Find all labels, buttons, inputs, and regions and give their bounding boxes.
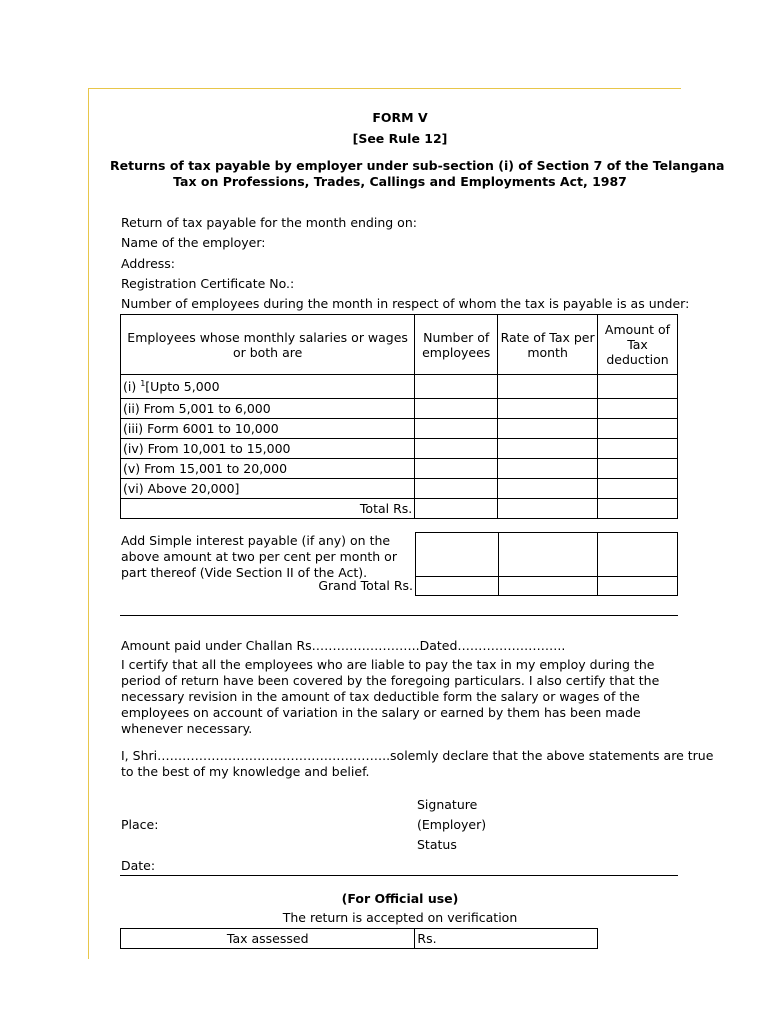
- grand-total-rate: [498, 577, 598, 596]
- table-row: [121, 399, 678, 419]
- row-label-5: (vi) Above 20,000]: [121, 479, 415, 499]
- date-label: Date:: [121, 858, 156, 873]
- divider: [120, 875, 678, 876]
- table-row: [121, 419, 678, 439]
- registration-label: Registration Certificate No.:: [121, 276, 295, 291]
- cell-amount: [598, 459, 678, 479]
- divider: [120, 615, 678, 616]
- declaration-line2: to the best of my knowledge and belief.: [121, 764, 370, 779]
- official-table: [120, 928, 598, 949]
- total-amount: [598, 499, 678, 519]
- employer-name-label: Name of the employer:: [121, 235, 266, 250]
- form-title: FORM V: [372, 110, 428, 125]
- header-count: Number of employees: [415, 315, 498, 375]
- tax-assessed-label: Tax assessed: [121, 929, 415, 949]
- cell-rate: [498, 419, 598, 439]
- total-label: Total Rs.: [121, 499, 415, 519]
- cell-amount: [598, 419, 678, 439]
- form-heading-line2: Tax on Professions, Trades, Callings and Employments Act, 1987: [173, 174, 627, 189]
- total-rate: [498, 499, 598, 519]
- challan-line: Amount paid under Challan Rs……………………..Dated……………………..: [121, 638, 566, 653]
- employees-intro: Number of employees during the month in respect of whom the tax is payable is as under:: [121, 296, 690, 311]
- interest-count: [416, 533, 499, 577]
- interest-amount: [598, 533, 678, 577]
- header-amount: Amount of Tax deduction: [598, 315, 678, 375]
- interest-row: [416, 533, 678, 577]
- address-label: Address:: [121, 256, 175, 271]
- official-use-title: (For Official use): [341, 891, 459, 906]
- month-ending-label: Return of tax payable for the month ending on:: [121, 215, 417, 230]
- table-row: [121, 439, 678, 459]
- interest-text: Add Simple interest payable (if any) on the above amount at two per cent per month or part thereof (Vide Section II of the Act).: [121, 533, 397, 580]
- cell-amount: [598, 479, 678, 499]
- cell-rate: [498, 399, 598, 419]
- official-accepted: The return is accepted on verification: [282, 910, 518, 925]
- cell-amount: [598, 375, 678, 399]
- table-row: [121, 459, 678, 479]
- cell-count: [415, 399, 498, 419]
- cell-rate: [498, 439, 598, 459]
- grand-total-label: Grand Total Rs.: [318, 578, 413, 593]
- cell-count: [415, 479, 498, 499]
- cell-count: [415, 459, 498, 479]
- grand-total-amount: [598, 577, 678, 596]
- cell-amount: [598, 439, 678, 459]
- interest-table: [415, 532, 678, 596]
- row-label-3: (iv) From 10,001 to 15,000: [121, 439, 415, 459]
- form-heading-line1: Returns of tax payable by employer under sub-section (i) of Section 7 of the Telangana: [110, 158, 725, 173]
- grand-total-row: [416, 577, 678, 596]
- cell-count: [415, 419, 498, 439]
- cell-rate: [498, 479, 598, 499]
- cell-rate: [498, 459, 598, 479]
- cell-count: [415, 439, 498, 459]
- signature-label: Signature: [417, 797, 478, 812]
- row-label-0: (i) $^1$[Upto 5,000: [121, 375, 415, 399]
- table-header-row: [121, 315, 678, 375]
- total-row: [121, 499, 678, 519]
- row-label-2: (iii) Form 6001 to 10,000: [121, 419, 415, 439]
- row-label-4: (v) From 15,001 to 20,000: [121, 459, 415, 479]
- header-rate: Rate of Tax per month: [498, 315, 598, 375]
- declaration-line1: I, Shri………………………………………………..solemly declare that the above statements are true: [121, 748, 714, 763]
- interest-rate: [498, 533, 598, 577]
- status-label: Status: [417, 837, 457, 852]
- row-label-1: (ii) From 5,001 to 6,000: [121, 399, 415, 419]
- table-row: [121, 375, 678, 399]
- cell-amount: [598, 399, 678, 419]
- cell-rate: [498, 375, 598, 399]
- tax-table: [120, 314, 678, 519]
- grand-total-count: [416, 577, 499, 596]
- place-label: Place:: [121, 817, 159, 832]
- total-count: [415, 499, 498, 519]
- cell-count: [415, 375, 498, 399]
- employer-label: (Employer): [417, 817, 487, 832]
- table-row: [121, 479, 678, 499]
- tax-assessed-rs: Rs.: [415, 929, 598, 949]
- certify-text: I certify that all the employees who are liable to pay the tax in my employ during the period of return have been covered by the foregoing particulars. I also certify that the necessary revision in the amount of tax deductible form the salary or wages of the employees on account of variation in the salary or earned by them has been made whenever necessary.: [121, 657, 660, 736]
- header-salary: Employees whose monthly salaries or wages or both are: [121, 315, 415, 375]
- table-row: [121, 929, 598, 949]
- form-rule: [See Rule 12]: [352, 131, 448, 146]
